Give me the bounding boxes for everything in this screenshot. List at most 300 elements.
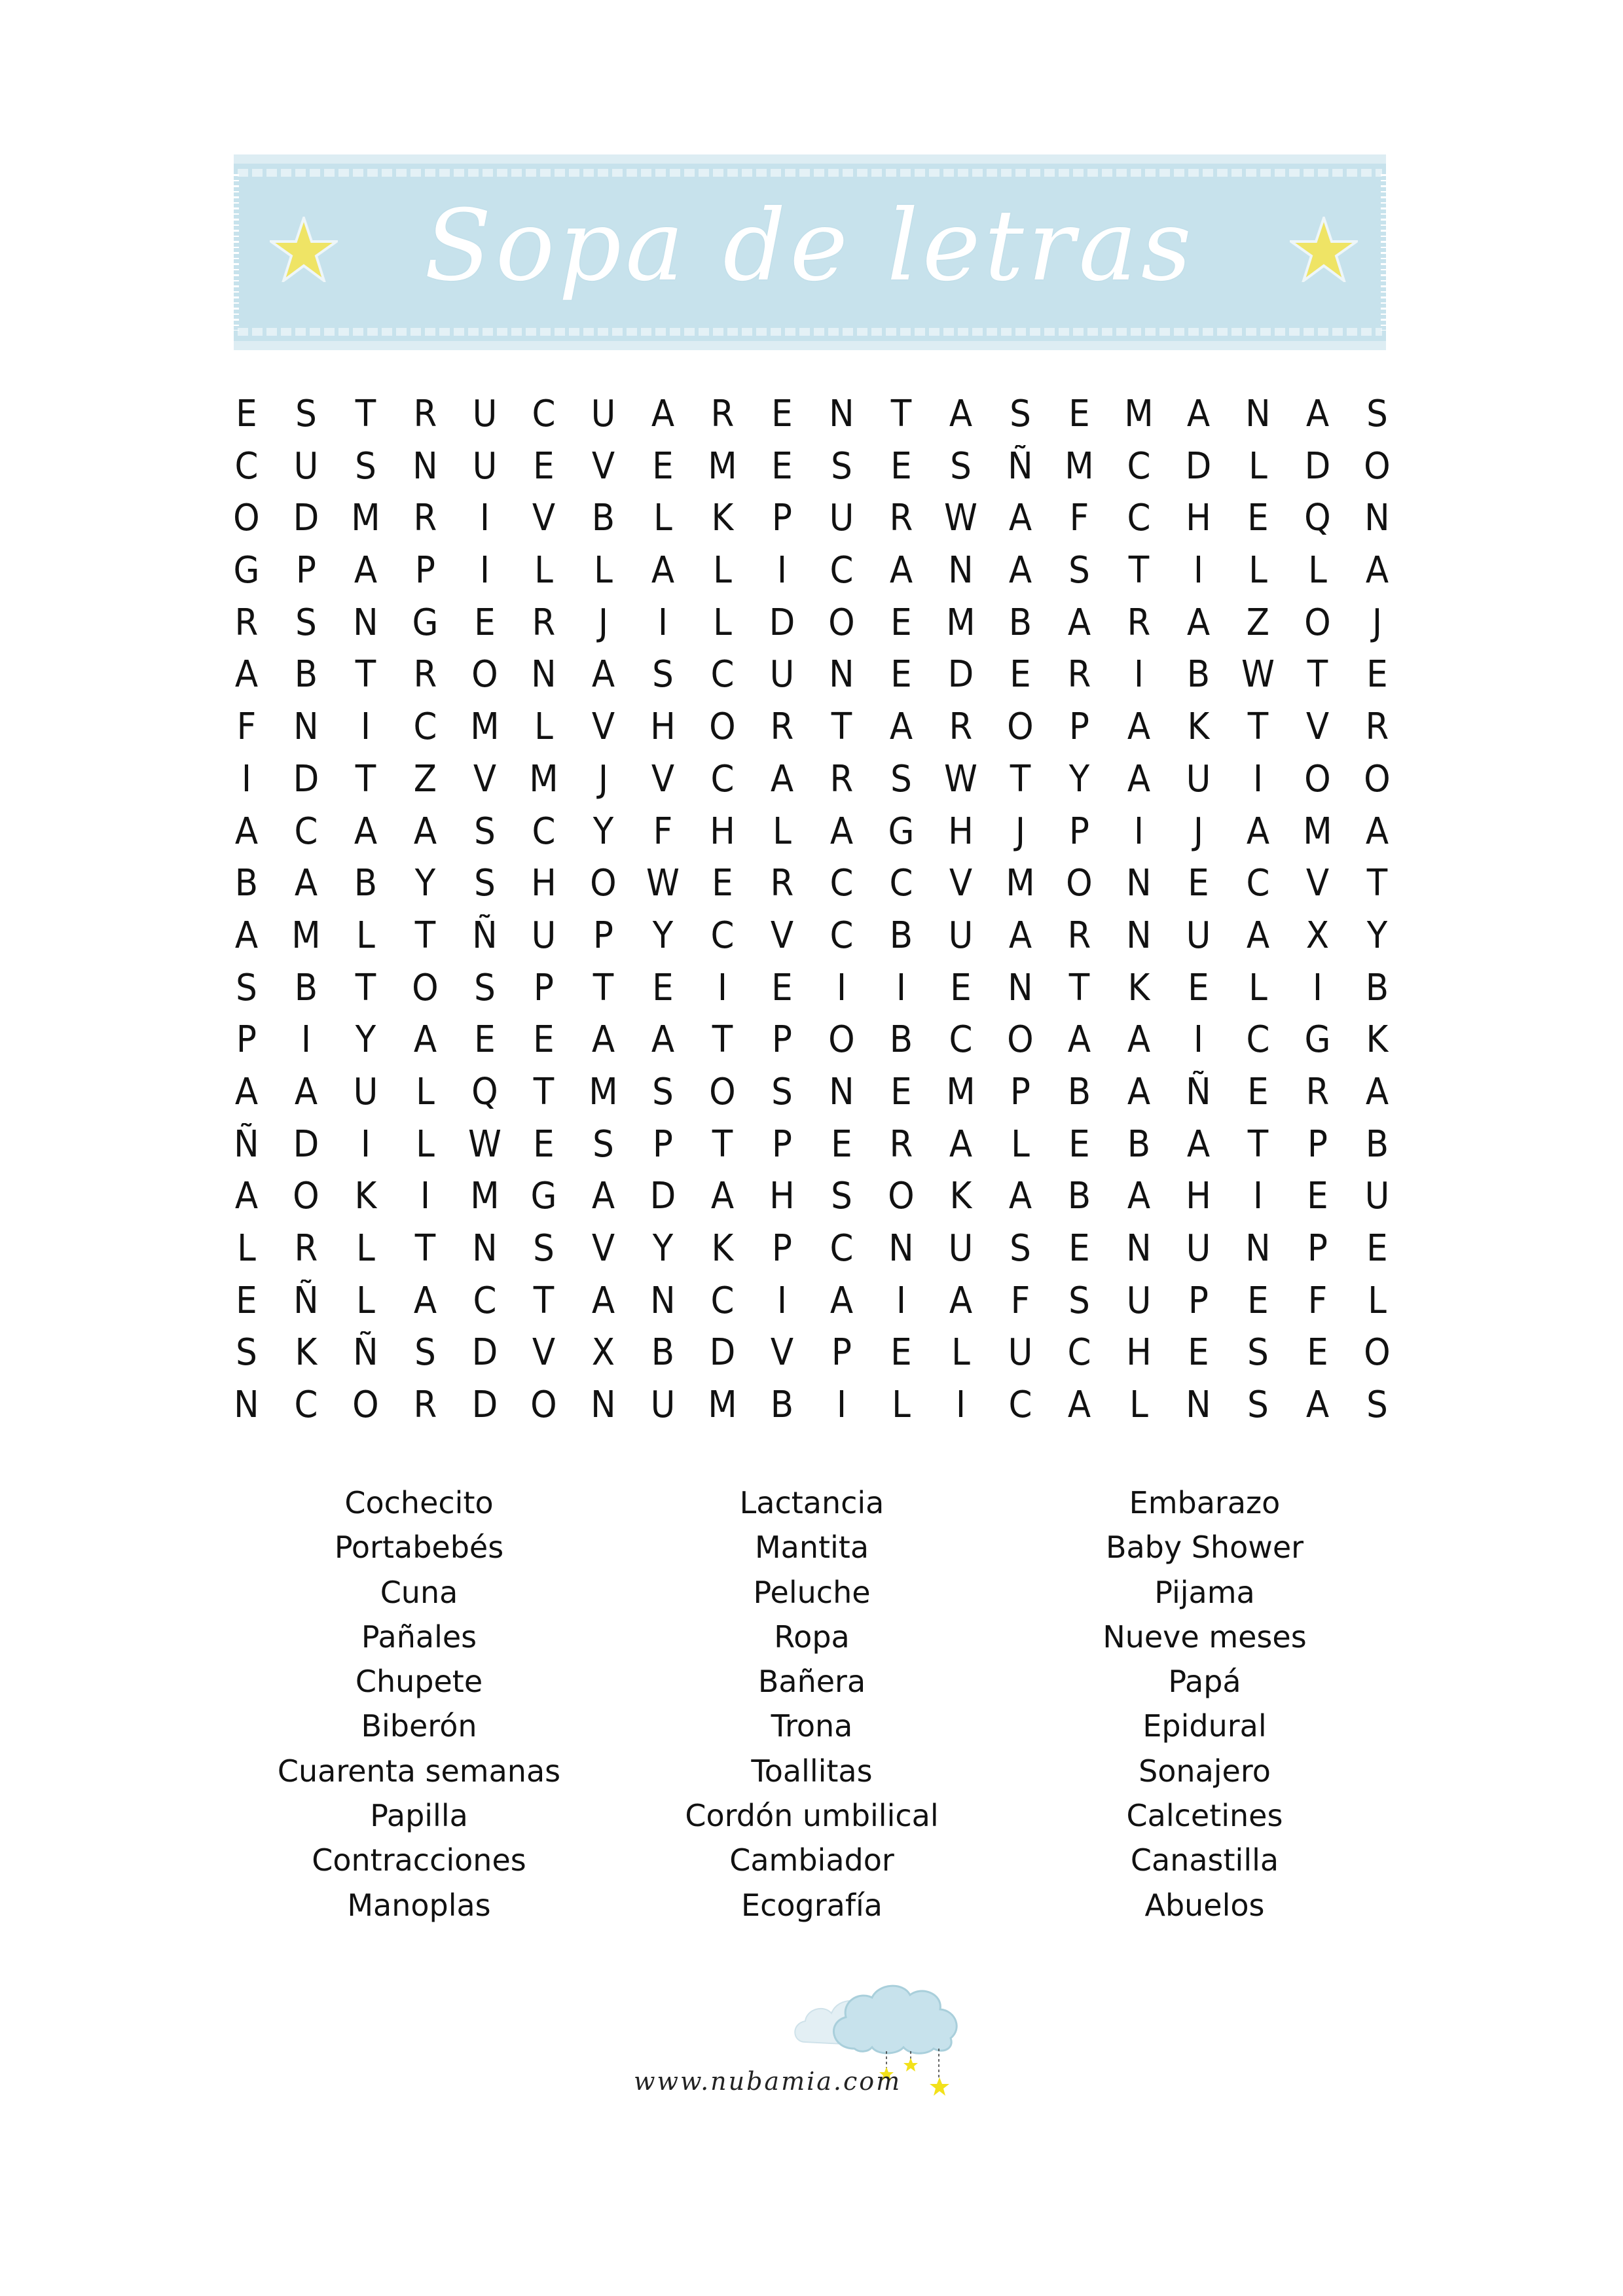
grid-cell: U bbox=[532, 914, 556, 957]
grid-cell: N bbox=[650, 1279, 676, 1322]
grid-cell: Q bbox=[471, 1070, 498, 1113]
grid-cell: H bbox=[531, 862, 557, 905]
grid-cell: C bbox=[1067, 1331, 1091, 1374]
grid-cell: P bbox=[771, 1227, 792, 1270]
grid-cell: J bbox=[1015, 810, 1025, 853]
grid-cell: R bbox=[1068, 914, 1091, 957]
grid-cell: I bbox=[1134, 653, 1144, 696]
grid-cell: L bbox=[415, 1070, 435, 1113]
grid-cell: A bbox=[1068, 601, 1091, 644]
grid-cell: E bbox=[890, 653, 912, 696]
grid-cell: N bbox=[829, 653, 854, 696]
grid-cell: P bbox=[1307, 1227, 1328, 1270]
grid-cell: T bbox=[414, 914, 435, 957]
grid-cell: C bbox=[889, 862, 913, 905]
grid-cell: N bbox=[1126, 862, 1152, 905]
grid-cell: N bbox=[591, 1384, 617, 1427]
grid-cell: T bbox=[534, 1070, 555, 1113]
grid-cell: A bbox=[889, 549, 913, 592]
word-list-item: Cuarenta semanas bbox=[277, 1753, 561, 1789]
grid-cell: A bbox=[1246, 810, 1270, 853]
grid-cell: G bbox=[1304, 1018, 1331, 1062]
grid-cell: S bbox=[949, 444, 972, 488]
grid-cell: R bbox=[1305, 1070, 1330, 1113]
grid-cell: A bbox=[592, 653, 615, 696]
grid-cell: I bbox=[1252, 757, 1264, 800]
grid-cell: V bbox=[949, 862, 972, 905]
grid-cell: B bbox=[1127, 1122, 1151, 1166]
grid-cell: A bbox=[889, 706, 913, 749]
grid-cell: J bbox=[598, 757, 609, 800]
grid-cell: A bbox=[1365, 1070, 1389, 1113]
grid-cell: V bbox=[532, 497, 556, 540]
grid-cell: A bbox=[234, 914, 259, 957]
grid-cell: C bbox=[710, 1279, 735, 1322]
grid-cell: T bbox=[1069, 966, 1090, 1009]
grid-cell: A bbox=[294, 1070, 318, 1113]
grid-cell: E bbox=[533, 444, 555, 488]
grid-cell: M bbox=[945, 1070, 976, 1113]
grid-cell: M bbox=[708, 1384, 737, 1427]
grid-cell: M bbox=[708, 444, 737, 488]
grid-cell: H bbox=[1186, 497, 1212, 540]
grid-cell: E bbox=[1188, 1331, 1209, 1374]
grid-cell: D bbox=[471, 1331, 498, 1374]
grid-cell: L bbox=[415, 1122, 435, 1166]
grid-cell: Z bbox=[413, 757, 437, 800]
grid-cell: E bbox=[771, 393, 793, 435]
grid-cell: S bbox=[652, 653, 674, 696]
grid-cell: P bbox=[593, 914, 614, 957]
grid-cell: T bbox=[712, 1018, 733, 1062]
grid-cell: W bbox=[646, 862, 680, 905]
grid-cell: W bbox=[943, 497, 977, 540]
grid-cell: E bbox=[1068, 1122, 1091, 1166]
grid-cell: T bbox=[890, 393, 911, 435]
word-list-item: Cochecito bbox=[344, 1485, 494, 1520]
word-list-item: Lactancia bbox=[739, 1485, 884, 1520]
grid-cell: D bbox=[1185, 444, 1212, 488]
grid-cell: V bbox=[592, 1227, 615, 1270]
grid-cell: I bbox=[1134, 810, 1144, 853]
grid-cell: A bbox=[234, 653, 259, 696]
grid-cell: V bbox=[1305, 862, 1330, 905]
grid-cell: E bbox=[1068, 1227, 1091, 1270]
grid-cell: D bbox=[293, 1122, 319, 1166]
grid-cell: A bbox=[830, 810, 853, 853]
grid-cell: J bbox=[598, 601, 609, 644]
grid-cell: A bbox=[1305, 393, 1330, 435]
grid-cell: B bbox=[294, 653, 318, 696]
grid-cell: E bbox=[1366, 1227, 1388, 1270]
grid-cell: C bbox=[473, 1279, 496, 1322]
grid-cell: E bbox=[652, 444, 674, 488]
grid-cell: S bbox=[473, 810, 496, 853]
grid-cell: O bbox=[233, 497, 260, 540]
grid-cell: K bbox=[354, 1175, 377, 1218]
grid-cell: C bbox=[1246, 862, 1270, 905]
grid-cell: U bbox=[472, 444, 497, 488]
grid-cell: O bbox=[709, 706, 736, 749]
grid-cell: R bbox=[949, 706, 973, 749]
grid-cell: A bbox=[1187, 393, 1211, 435]
grid-cell: G bbox=[888, 810, 915, 853]
word-list-item: Pañales bbox=[361, 1619, 477, 1655]
grid-cell: M bbox=[350, 497, 380, 540]
word-list-item: Abuelos bbox=[1144, 1887, 1265, 1923]
grid-cell: D bbox=[649, 1175, 676, 1218]
grid-cell: R bbox=[770, 706, 794, 749]
grid-cell: E bbox=[533, 1018, 555, 1062]
grid-cell: F bbox=[653, 810, 673, 853]
grid-cell: S bbox=[831, 444, 852, 488]
grid-cell: I bbox=[955, 1384, 966, 1427]
word-list-column-1 bbox=[223, 1480, 615, 1928]
word-list-item: Embarazo bbox=[1129, 1485, 1281, 1520]
grid-cell: K bbox=[1127, 966, 1150, 1009]
grid-cell: L bbox=[713, 601, 732, 644]
grid-cell: I bbox=[420, 1175, 430, 1218]
grid-cell: O bbox=[352, 1384, 379, 1427]
grid-cell: Y bbox=[652, 914, 674, 957]
grid-cell: Y bbox=[593, 810, 614, 853]
grid-cell: M bbox=[1303, 810, 1332, 853]
grid-cell: I bbox=[301, 1018, 311, 1062]
grid-cell: A bbox=[1127, 1018, 1151, 1062]
grid-cell: O bbox=[828, 1018, 855, 1062]
grid-cell: Q bbox=[1304, 497, 1331, 540]
word-list-item: Peluche bbox=[753, 1574, 871, 1610]
grid-cell: J bbox=[1194, 810, 1204, 853]
grid-cell: A bbox=[294, 862, 318, 905]
grid-cell: S bbox=[1009, 1227, 1031, 1270]
grid-cell: I bbox=[717, 966, 728, 1009]
word-list-item: Trona bbox=[771, 1708, 853, 1744]
grid-cell: O bbox=[590, 862, 617, 905]
grid-cell: E bbox=[890, 444, 912, 488]
word-list-item: Ecografía bbox=[741, 1887, 883, 1923]
grid-cell: S bbox=[473, 966, 496, 1009]
grid-cell: I bbox=[241, 757, 252, 800]
grid-cell: R bbox=[1068, 653, 1091, 696]
grid-cell: N bbox=[888, 1227, 914, 1270]
grid-cell: S bbox=[1068, 1279, 1091, 1322]
grid-cell: B bbox=[1008, 601, 1032, 644]
grid-cell: C bbox=[949, 1018, 973, 1062]
grid-cell: P bbox=[771, 1122, 792, 1166]
grid-cell: M bbox=[1124, 393, 1154, 435]
grid-cell: E bbox=[831, 1122, 852, 1166]
grid-cell: E bbox=[1307, 1331, 1328, 1374]
grid-cell: E bbox=[1068, 393, 1091, 435]
grid-cell: A bbox=[1187, 1122, 1211, 1166]
grid-cell: S bbox=[473, 862, 496, 905]
grid-cell: V bbox=[770, 914, 794, 957]
grid-cell: I bbox=[658, 601, 668, 644]
grid-cell: O bbox=[1006, 706, 1034, 749]
grid-cell: S bbox=[533, 1227, 555, 1270]
grid-cell: O bbox=[1364, 757, 1391, 800]
grid-cell: U bbox=[1186, 914, 1211, 957]
grid-cell: I bbox=[776, 1279, 788, 1322]
grid-cell: L bbox=[534, 549, 554, 592]
grid-cell: T bbox=[1247, 706, 1269, 749]
grid-cell: H bbox=[947, 810, 974, 853]
word-list bbox=[223, 1480, 1401, 1928]
grid-cell: S bbox=[1247, 1384, 1269, 1427]
grid-cell: I bbox=[1312, 966, 1323, 1009]
grid-cell: Y bbox=[1366, 914, 1388, 957]
grid-cell: K bbox=[1187, 706, 1210, 749]
grid-cell: P bbox=[236, 1018, 257, 1062]
grid-cell: O bbox=[1364, 1331, 1391, 1374]
grid-cell: I bbox=[360, 1122, 371, 1166]
word-list-item: Manoplas bbox=[347, 1887, 491, 1923]
grid-cell: C bbox=[1246, 1018, 1270, 1062]
grid-cell: A bbox=[651, 1018, 675, 1062]
grid-cell: T bbox=[534, 1279, 555, 1322]
word-list-item: Calcetines bbox=[1126, 1798, 1283, 1834]
grid-cell: V bbox=[532, 1331, 556, 1374]
cloud-icon bbox=[615, 1957, 1008, 2127]
grid-cell: C bbox=[294, 1384, 318, 1427]
grid-cell: K bbox=[1366, 1018, 1389, 1062]
grid-cell: O bbox=[1304, 757, 1331, 800]
grid-cell: C bbox=[532, 810, 556, 853]
grid-cell: B bbox=[1068, 1070, 1091, 1113]
grid-cell: T bbox=[831, 706, 852, 749]
grid-cell: L bbox=[1308, 549, 1327, 592]
grid-cell: T bbox=[355, 393, 376, 435]
grid-cell: B bbox=[1068, 1175, 1091, 1218]
grid-cell: M bbox=[1065, 444, 1095, 488]
grid-cell: A bbox=[1127, 1070, 1151, 1113]
grid-cell: C bbox=[234, 444, 259, 488]
grid-cell: A bbox=[1008, 914, 1032, 957]
grid-cell: A bbox=[413, 1018, 437, 1062]
grid-cell: P bbox=[1069, 810, 1090, 853]
grid-cell: A bbox=[413, 810, 437, 853]
word-list-item: Toallitas bbox=[751, 1753, 873, 1789]
star-icon bbox=[903, 2058, 918, 2072]
grid-cell: G bbox=[412, 601, 439, 644]
word-list-item: Papilla bbox=[370, 1798, 468, 1834]
grid-cell: R bbox=[1127, 601, 1151, 644]
grid-cell: V bbox=[592, 706, 615, 749]
grid-cell: M bbox=[469, 1175, 500, 1218]
word-list-item: Cuna bbox=[380, 1574, 458, 1610]
grid-cell: C bbox=[532, 393, 556, 435]
grid-cell: W bbox=[943, 757, 977, 800]
grid-cell: B bbox=[889, 1018, 913, 1062]
grid-cell: D bbox=[709, 1331, 736, 1374]
grid-cell: M bbox=[529, 757, 559, 800]
grid-cell: F bbox=[1010, 1279, 1030, 1322]
grid-cell: B bbox=[651, 1331, 675, 1374]
grid-cell: T bbox=[355, 757, 376, 800]
grid-cell: S bbox=[831, 1175, 852, 1218]
grid-cell: A bbox=[1127, 1175, 1151, 1218]
grid-cell: A bbox=[1068, 1018, 1091, 1062]
word-search-grid bbox=[217, 388, 1407, 1431]
grid-cell: S bbox=[1247, 1331, 1269, 1374]
grid-cell: N bbox=[1364, 497, 1390, 540]
grid-cell: N bbox=[531, 653, 557, 696]
grid-cell: O bbox=[1364, 444, 1391, 488]
grid-cell: S bbox=[236, 1331, 257, 1374]
grid-cell: P bbox=[1188, 1279, 1209, 1322]
grid-cell: A bbox=[710, 1175, 735, 1218]
grid-cell: E bbox=[771, 966, 793, 1009]
grid-cell: K bbox=[711, 497, 734, 540]
grid-cell: L bbox=[1249, 444, 1267, 488]
grid-cell: E bbox=[236, 393, 257, 435]
grid-cell: L bbox=[713, 549, 732, 592]
grid-cell: N bbox=[1186, 1384, 1211, 1427]
grid-cell: L bbox=[653, 497, 673, 540]
grid-cell: L bbox=[356, 914, 375, 957]
grid-cell: O bbox=[709, 1070, 736, 1113]
grid-cell: E bbox=[652, 966, 674, 1009]
grid-cell: I bbox=[836, 1384, 847, 1427]
grid-cell: P bbox=[771, 1018, 792, 1062]
grid-cell: T bbox=[355, 653, 376, 696]
grid-cell: A bbox=[1365, 549, 1389, 592]
grid-cell: N bbox=[293, 706, 319, 749]
grid-cell: L bbox=[237, 1227, 256, 1270]
grid-cell: P bbox=[1307, 1122, 1328, 1166]
grid-cell: C bbox=[830, 862, 854, 905]
grid-cell: C bbox=[710, 914, 735, 957]
grid-cell: Ñ bbox=[352, 1331, 378, 1374]
grid-cell: U bbox=[829, 497, 854, 540]
grid-cell: E bbox=[1366, 653, 1388, 696]
word-list-item: Cambiador bbox=[729, 1842, 894, 1878]
grid-cell: L bbox=[356, 1227, 375, 1270]
grid-cell: I bbox=[479, 497, 490, 540]
grid-cell: Y bbox=[414, 862, 435, 905]
banner-top-strip bbox=[234, 154, 1386, 164]
grid-cell: N bbox=[947, 549, 974, 592]
grid-cell: T bbox=[414, 1227, 435, 1270]
grid-cell: D bbox=[769, 601, 795, 644]
grid-cell: U bbox=[293, 444, 319, 488]
grid-cell: I bbox=[896, 966, 906, 1009]
grid-cell: R bbox=[889, 1122, 913, 1166]
grid-cell: U bbox=[769, 653, 795, 696]
grid-cell: G bbox=[233, 549, 260, 592]
word-list-item: Biberón bbox=[361, 1708, 477, 1744]
grid-cell: P bbox=[653, 1122, 674, 1166]
grid-cell: A bbox=[413, 1279, 437, 1322]
grid-cell: S bbox=[1366, 1384, 1388, 1427]
grid-cell: T bbox=[1129, 549, 1150, 592]
grid-cell: A bbox=[592, 1279, 615, 1322]
website-url: www.nubamia.com bbox=[634, 2067, 902, 2096]
grid-cell: I bbox=[1194, 1018, 1204, 1062]
grid-cell: S bbox=[593, 1122, 615, 1166]
grid-cell: J bbox=[1372, 601, 1382, 644]
grid-cell: C bbox=[294, 810, 318, 853]
grid-cell: M bbox=[589, 1070, 619, 1113]
grid-cell: P bbox=[295, 549, 316, 592]
grid-cell: P bbox=[1010, 1070, 1030, 1113]
grid-cell: B bbox=[889, 914, 913, 957]
grid-cell: O bbox=[1066, 862, 1093, 905]
grid-cell: O bbox=[828, 601, 855, 644]
grid-cell: I bbox=[1252, 1175, 1264, 1218]
grid-cell: E bbox=[533, 1122, 555, 1166]
grid-cell: M bbox=[469, 706, 500, 749]
grid-cell: N bbox=[1245, 393, 1271, 435]
word-list-item: Canastilla bbox=[1130, 1842, 1279, 1878]
grid-cell: X bbox=[1305, 914, 1330, 957]
grid-cell: N bbox=[234, 1384, 259, 1427]
grid-cell: E bbox=[712, 862, 733, 905]
word-list-column-2 bbox=[615, 1480, 1008, 1928]
grid-cell: E bbox=[1188, 862, 1209, 905]
banner-bottom-strip bbox=[234, 341, 1386, 350]
grid-cell: A bbox=[1068, 1384, 1091, 1427]
grid-cell: Y bbox=[652, 1227, 674, 1270]
grid-cell: B bbox=[1365, 1122, 1389, 1166]
grid-cell: O bbox=[530, 1384, 558, 1427]
grid-cell: U bbox=[650, 1384, 676, 1427]
grid-cell: S bbox=[354, 444, 376, 488]
grid-cell: A bbox=[651, 549, 675, 592]
grid-cell: U bbox=[591, 393, 616, 435]
grid-cell: V bbox=[651, 757, 675, 800]
grid-cell: D bbox=[1304, 444, 1331, 488]
grid-cell: O bbox=[1304, 601, 1331, 644]
grid-cell: Ñ bbox=[1007, 444, 1033, 488]
grid-cell: E bbox=[771, 444, 793, 488]
grid-cell: A bbox=[1008, 1175, 1032, 1218]
grid-cell: A bbox=[1127, 706, 1151, 749]
grid-cell: R bbox=[413, 653, 437, 696]
grid-cell: R bbox=[710, 393, 735, 435]
grid-cell: A bbox=[949, 1122, 972, 1166]
grid-cell: E bbox=[1307, 1175, 1328, 1218]
grid-cell: C bbox=[830, 549, 854, 592]
grid-cell: N bbox=[352, 601, 378, 644]
grid-cell: B bbox=[354, 862, 377, 905]
grid-cell: M bbox=[1005, 862, 1035, 905]
grid-cell: A bbox=[234, 810, 259, 853]
grid-cell: E bbox=[473, 1018, 496, 1062]
grid-cell: X bbox=[592, 1331, 615, 1374]
word-list-item: Sonajero bbox=[1139, 1753, 1271, 1789]
grid-cell: B bbox=[592, 497, 615, 540]
grid-cell: T bbox=[712, 1122, 733, 1166]
grid-cell: S bbox=[652, 1070, 674, 1113]
grid-cell: A bbox=[1246, 914, 1270, 957]
grid-cell: R bbox=[770, 862, 794, 905]
grid-cell: L bbox=[356, 1279, 375, 1322]
word-list-item: Baby Shower bbox=[1105, 1530, 1304, 1566]
grid-cell: S bbox=[771, 1070, 793, 1113]
grid-cell: T bbox=[1247, 1122, 1269, 1166]
grid-cell: E bbox=[949, 966, 972, 1009]
grid-cell: A bbox=[949, 1279, 972, 1322]
grid-cell: N bbox=[829, 1070, 854, 1113]
grid-cell: L bbox=[773, 810, 792, 853]
grid-cell: A bbox=[234, 1175, 259, 1218]
grid-cell: O bbox=[293, 1175, 319, 1218]
grid-cell: S bbox=[1068, 549, 1091, 592]
grid-cell: R bbox=[889, 497, 913, 540]
grid-cell: L bbox=[1249, 549, 1267, 592]
